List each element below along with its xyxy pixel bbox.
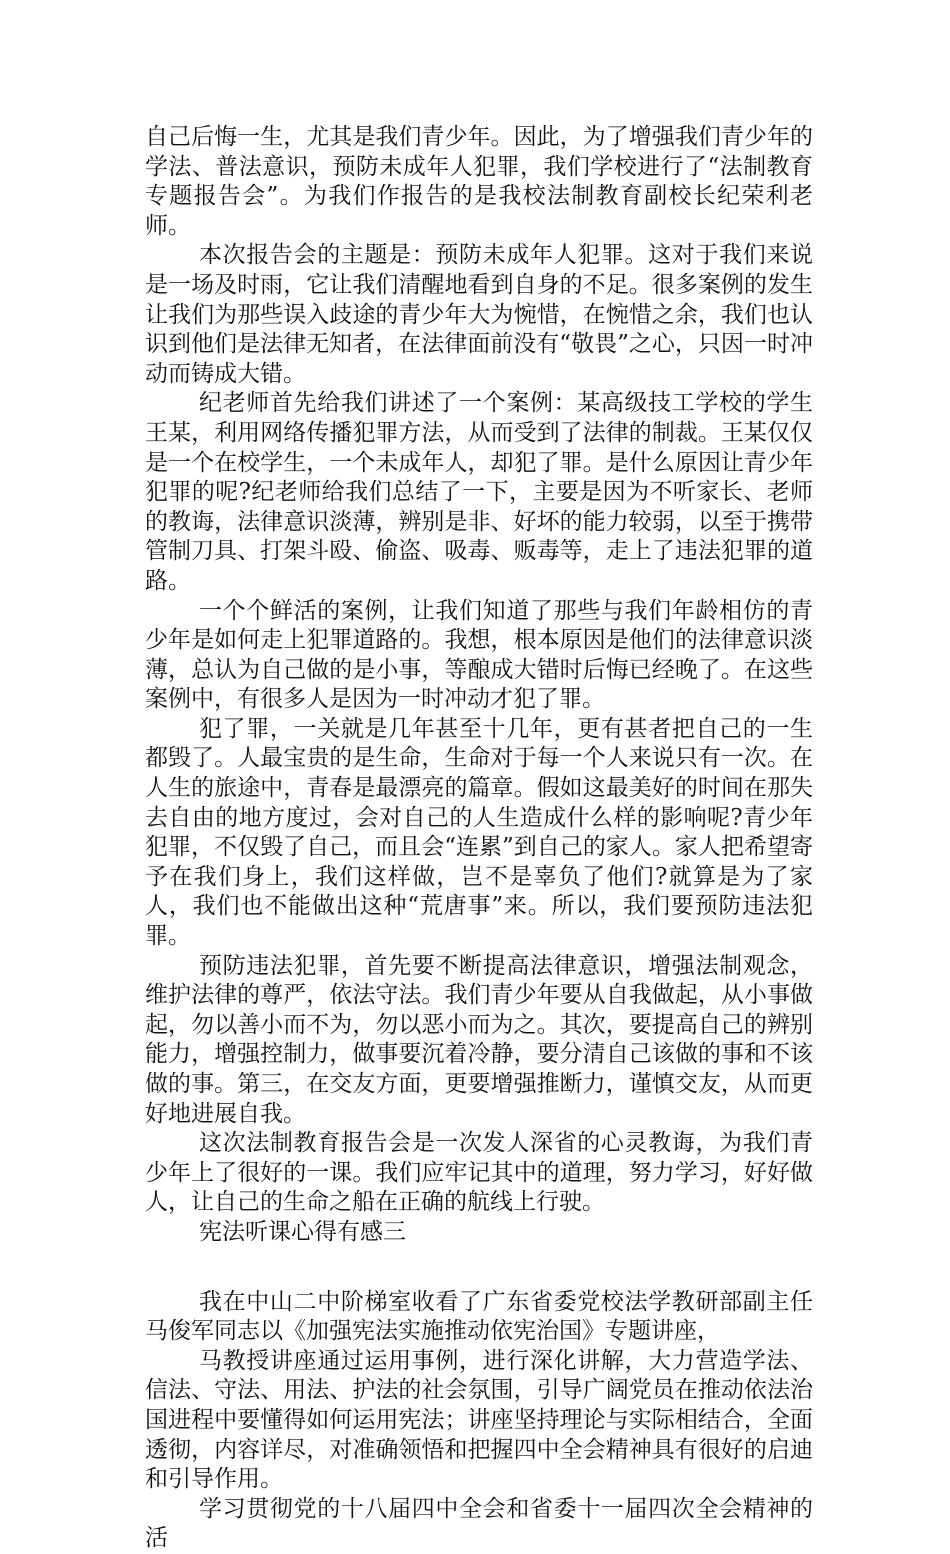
paragraph: 犯了罪，一关就是几年甚至十几年，更有甚者把自己的一生都毁了。人最宝贵的是生命，生命对于每一个人来说只有一次。在人生的旅途中，青春是最漂亮的篇章。假如这最美好的时间在那失去自由的地方度过，会对自己的人生造成什么样的影响呢?青少年犯罪，不仅毁了自己，而且会“连累”到自己的家人。家人把希望寄予在我们身上，我们这样做，岂不是辜负了他们?就算是为了家人，我们也不能做出这种“荒唐事”来。所以，我们要预防违法犯罪。 xyxy=(145,715,813,950)
document-body xyxy=(145,123,813,1554)
paragraph: 我在中山二中阶梯室收看了广东省委党校法学教研部副主任马俊军同志以《加强宪法实施推动依宪治国》专题讲座， xyxy=(145,1288,813,1345)
paragraph: 马教授讲座通过运用事例，进行深化讲解，大力营造学法、信法、守法、用法、护法的社会氛围，引导广阔党员在推动依法治国进程中要懂得如何运用宪法；讲座坚持理论与实际相结合，全面透彻，内容详尽，对准确领悟和把握四中全会精神具有很好的启迪和引导作用。 xyxy=(145,1347,813,1493)
paragraph: 一个个鲜活的案例，让我们知道了那些与我们年龄相仿的青少年是如何走上犯罪道路的。我想，根本原因是他们的法律意识淡薄，总认为自己做的是小事，等酿成大错时后悔已经晚了。在这些案例中，有很多人是因为一时冲动才犯了罪。 xyxy=(145,597,813,713)
paragraph: 预防违法犯罪，首先要不断提高法律意识，增强法制观念，维护法律的尊严，依法守法。我们青少年要从自我做起，从小事做起，勿以善小而不为，勿以恶小而为之。其次，要提高自己的辨别能力，增强控制力，做事要沉着冷静，要分清自己该做的事和不该做的事。第三，在交友方面，更要增强推断力，谨慎交友，从而更好地进展自我。 xyxy=(145,952,813,1127)
paragraph: 学习贯彻党的十八届四中全会和省委十一届四次全会精神的活 xyxy=(145,1495,813,1552)
paragraph: 自己后悔一生，尤其是我们青少年。因此，为了增强我们青少年的学法、普法意识，预防未成年人犯罪，我们学校进行了“法制教育专题报告会”。为我们作报告的是我校法制教育副校长纪荣利老师。 xyxy=(145,124,813,239)
paragraph: 本次报告会的主题是：预防未成年人犯罪。这对于我们来说是一场及时雨，它让我们清醒地看到自身的不足。很多案例的发生让我们为那些误入歧途的青少年大为惋惜，在惋惜之余，我们也认识到他们是法律无知者，在法律面前没有“敬畏”之心，只因一时冲动而铸成大错。 xyxy=(145,242,813,387)
blank-line xyxy=(145,1248,813,1288)
paragraph: 这次法制教育报告会是一次发人深省的心灵教诲，为我们青少年上了很好的一课。我们应牢记其中的道理，努力学习，好好做人，让自己的生命之船在正确的航线上行驶。 xyxy=(145,1130,813,1216)
section-title: 宪法听课心得有感三 xyxy=(199,1218,406,1245)
paragraph: 纪老师首先给我们讲述了一个案例：某高级技工学校的学生王某，利用网络传播犯罪方法，从而受到了法律的制裁。王某仅仅是一个在校学生，一个未成年人，却犯了罪。是什么原因让青少年犯罪的呢?纪老师给我们总结了一下，主要是因为不听家长、老师的教诲，法律意识淡薄，辨别是非、好坏的能力较弱，以至于携带管制刀具、打架斗殴、偷盗、吸毒、贩毒等，走上了违法犯罪的道路。 xyxy=(145,390,813,594)
